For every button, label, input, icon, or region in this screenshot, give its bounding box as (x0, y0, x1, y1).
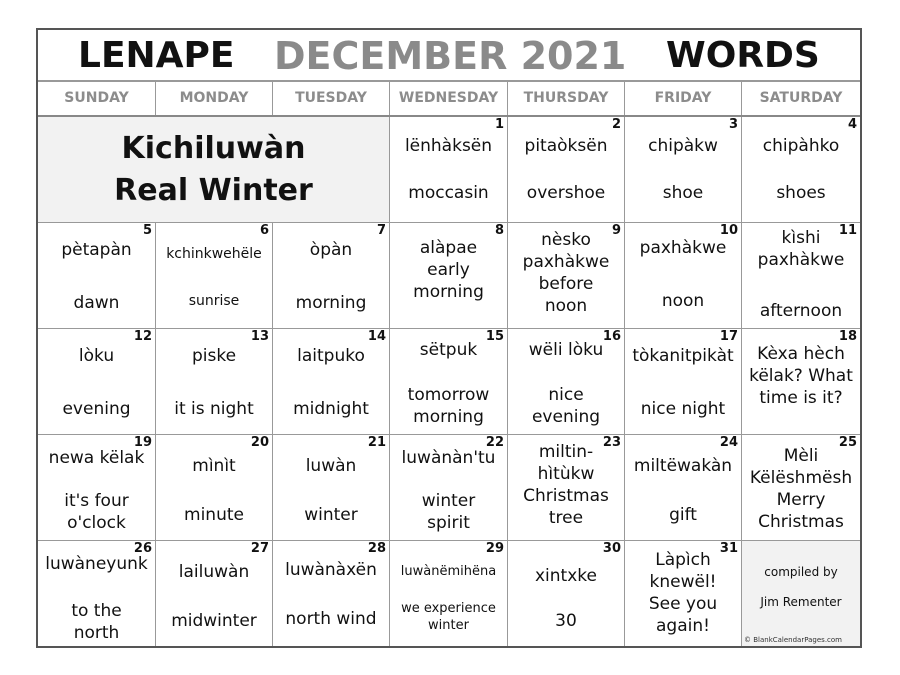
day-cell-11 (742, 223, 860, 329)
day-cell-2 (508, 117, 625, 223)
day-number: 3 (728, 117, 738, 132)
english-meaning: noon (661, 291, 705, 311)
day-cell-6 (156, 223, 273, 329)
lenape-word: lòku (78, 346, 115, 366)
lenape-word: luwànëmihëna (400, 564, 497, 579)
english-meaning: shoe (662, 183, 704, 203)
title-lenape: LENAPE (78, 35, 235, 76)
banner-lenape-title: Kichiluwàn (121, 130, 306, 166)
day-number: 12 (133, 329, 152, 344)
lenape-word: chipàhko (762, 136, 840, 156)
day-number: 24 (719, 435, 738, 450)
lenape-word: pètapàn (61, 240, 132, 260)
english-meaning: nice night (640, 399, 726, 419)
lenape-word: lënhàksën (404, 136, 493, 156)
day-cell-9 (508, 223, 625, 329)
lenape-word: tòkanitpikàt (632, 346, 734, 366)
lenape-word: miltin-hìtùkw Christmas tree (523, 442, 609, 528)
day-cell-24 (625, 435, 742, 541)
lenape-word: lailuwàn (178, 562, 250, 582)
weekday-wednesday: WEDNESDAY (390, 82, 508, 115)
day-number: 18 (838, 329, 857, 344)
lenape-word: xintxke (535, 566, 597, 586)
english-meaning: midnight (293, 399, 369, 419)
day-number: 26 (133, 541, 152, 556)
day-number: 13 (250, 329, 269, 344)
lenape-word: piske (191, 346, 237, 366)
day-cell-14 (273, 329, 390, 435)
title-bar (38, 30, 860, 82)
day-number: 28 (367, 541, 386, 556)
lenape-word: mìnìt (192, 456, 236, 476)
day-cell-29 (390, 541, 508, 646)
day-number: 14 (367, 329, 386, 344)
english-meaning: minute (184, 505, 244, 525)
day-cell-18 (742, 329, 860, 435)
month-banner (38, 117, 390, 223)
english-meaning: gift (669, 505, 697, 525)
lenape-word: kìshi paxhàkwe (757, 228, 845, 270)
day-cell-26 (38, 541, 156, 646)
day-cell-27 (156, 541, 273, 646)
day-cell-8 (390, 223, 508, 329)
english-meaning: midwinter (171, 611, 257, 631)
english-meaning: it's four o'clock (64, 491, 129, 533)
day-cell-10 (625, 223, 742, 329)
day-number: 9 (611, 223, 621, 238)
english-meaning: shoes (776, 183, 826, 203)
day-cell-19 (38, 435, 156, 541)
calendar (36, 28, 862, 648)
weekday-friday: FRIDAY (625, 82, 742, 115)
day-cell-3 (625, 117, 742, 223)
day-cell-5 (38, 223, 156, 329)
calendar-grid (38, 117, 860, 646)
english-meaning: nice evening (531, 385, 601, 427)
lenape-word: Làpìch knewël! See you again! (648, 550, 718, 636)
weekday-sunday: SUNDAY (38, 82, 156, 115)
lenape-word: pitaòksën (524, 136, 608, 156)
day-number: 16 (602, 329, 621, 344)
lenape-word: laitpuko (297, 346, 365, 366)
lenape-word: chipàkw (648, 136, 718, 156)
credit-cell (742, 541, 860, 646)
day-cell-17 (625, 329, 742, 435)
english-meaning: north wind (285, 609, 377, 629)
day-number: 7 (376, 223, 386, 238)
title-words: WORDS (666, 35, 820, 76)
lenape-word: miltëwakàn (633, 456, 733, 476)
day-number: 30 (602, 541, 621, 556)
english-meaning: 30 (555, 611, 577, 631)
english-meaning: it is night (174, 399, 254, 419)
day-cell-16 (508, 329, 625, 435)
english-meaning: morning (295, 293, 367, 313)
day-number: 8 (494, 223, 504, 238)
weekday-saturday: SATURDAY (759, 90, 843, 106)
weekday-tuesday: TUESDAY (273, 82, 390, 115)
english-meaning: winter (304, 505, 358, 525)
day-cell-31 (625, 541, 742, 646)
day-number: 22 (485, 435, 504, 450)
lenape-word: òpàn (309, 240, 353, 260)
day-number: 15 (485, 329, 504, 344)
english-meaning: overshoe (526, 183, 606, 203)
lenape-word: luwàn (305, 456, 357, 476)
credit-author: Jim Rementer (760, 595, 842, 609)
day-number: 1 (494, 117, 504, 132)
day-cell-1 (390, 117, 508, 223)
english-meaning: evening (62, 399, 131, 419)
credit-compiled-by: compiled by (764, 565, 838, 579)
english-meaning: moccasin (408, 183, 489, 203)
english-meaning: sunrise (188, 293, 240, 309)
day-number: 29 (485, 541, 504, 556)
lenape-word: alàpae early morning (413, 238, 484, 302)
weekday-header (38, 82, 860, 117)
day-cell-30 (508, 541, 625, 646)
day-cell-4 (742, 117, 860, 223)
lenape-word: paxhàkwe (639, 238, 727, 258)
day-number: 21 (367, 435, 386, 450)
day-number: 25 (838, 435, 857, 450)
english-meaning: dawn (73, 293, 120, 313)
day-cell-15 (390, 329, 508, 435)
day-number: 27 (250, 541, 269, 556)
day-number: 19 (133, 435, 152, 450)
day-number: 23 (602, 435, 621, 450)
english-meaning: winter spirit (421, 491, 476, 533)
day-cell-23 (508, 435, 625, 541)
lenape-word: wëli lòku (528, 340, 604, 360)
weekday-thursday: THURSDAY (508, 82, 625, 115)
day-number: 31 (719, 541, 738, 556)
day-cell-12 (38, 329, 156, 435)
lenape-word: luwàneyunk (45, 554, 148, 574)
english-meaning: we experience winter (401, 601, 496, 633)
day-number: 6 (259, 223, 269, 238)
day-number: 4 (847, 117, 857, 132)
day-number: 17 (719, 329, 738, 344)
title-month: DECEMBER 2021 (274, 34, 627, 78)
day-number: 20 (250, 435, 269, 450)
english-meaning: to the north (71, 601, 122, 643)
day-number: 11 (838, 223, 857, 238)
lenape-word: luwànàn'tu (401, 448, 496, 468)
lenape-word: nèsko paxhàkwe before noon (522, 230, 610, 316)
lenape-word: luwànàxën (285, 560, 377, 580)
day-cell-28 (273, 541, 390, 646)
english-meaning: afternoon (759, 301, 843, 321)
day-cell-20 (156, 435, 273, 541)
copyright-notice: © BlankCalendarPages.com (744, 636, 842, 644)
day-cell-22 (390, 435, 508, 541)
day-cell-25 (742, 435, 860, 541)
day-number: 5 (142, 223, 152, 238)
weekday-monday: MONDAY (156, 82, 273, 115)
day-number: 2 (611, 117, 621, 132)
day-number: 10 (719, 223, 738, 238)
lenape-word: sëtpuk (419, 340, 478, 360)
banner-english-title: Real Winter (114, 172, 313, 208)
lenape-word: Mèli Këlëshmësh Merry Christmas (749, 446, 853, 532)
lenape-word: Kèxa hèch këlak? What time is it? (749, 344, 853, 408)
day-cell-7 (273, 223, 390, 329)
lenape-word: kchinkwehële (166, 246, 262, 262)
english-meaning: tomorrow morning (407, 385, 490, 427)
lenape-word: newa këlak (48, 448, 145, 468)
day-cell-21 (273, 435, 390, 541)
day-cell-13 (156, 329, 273, 435)
